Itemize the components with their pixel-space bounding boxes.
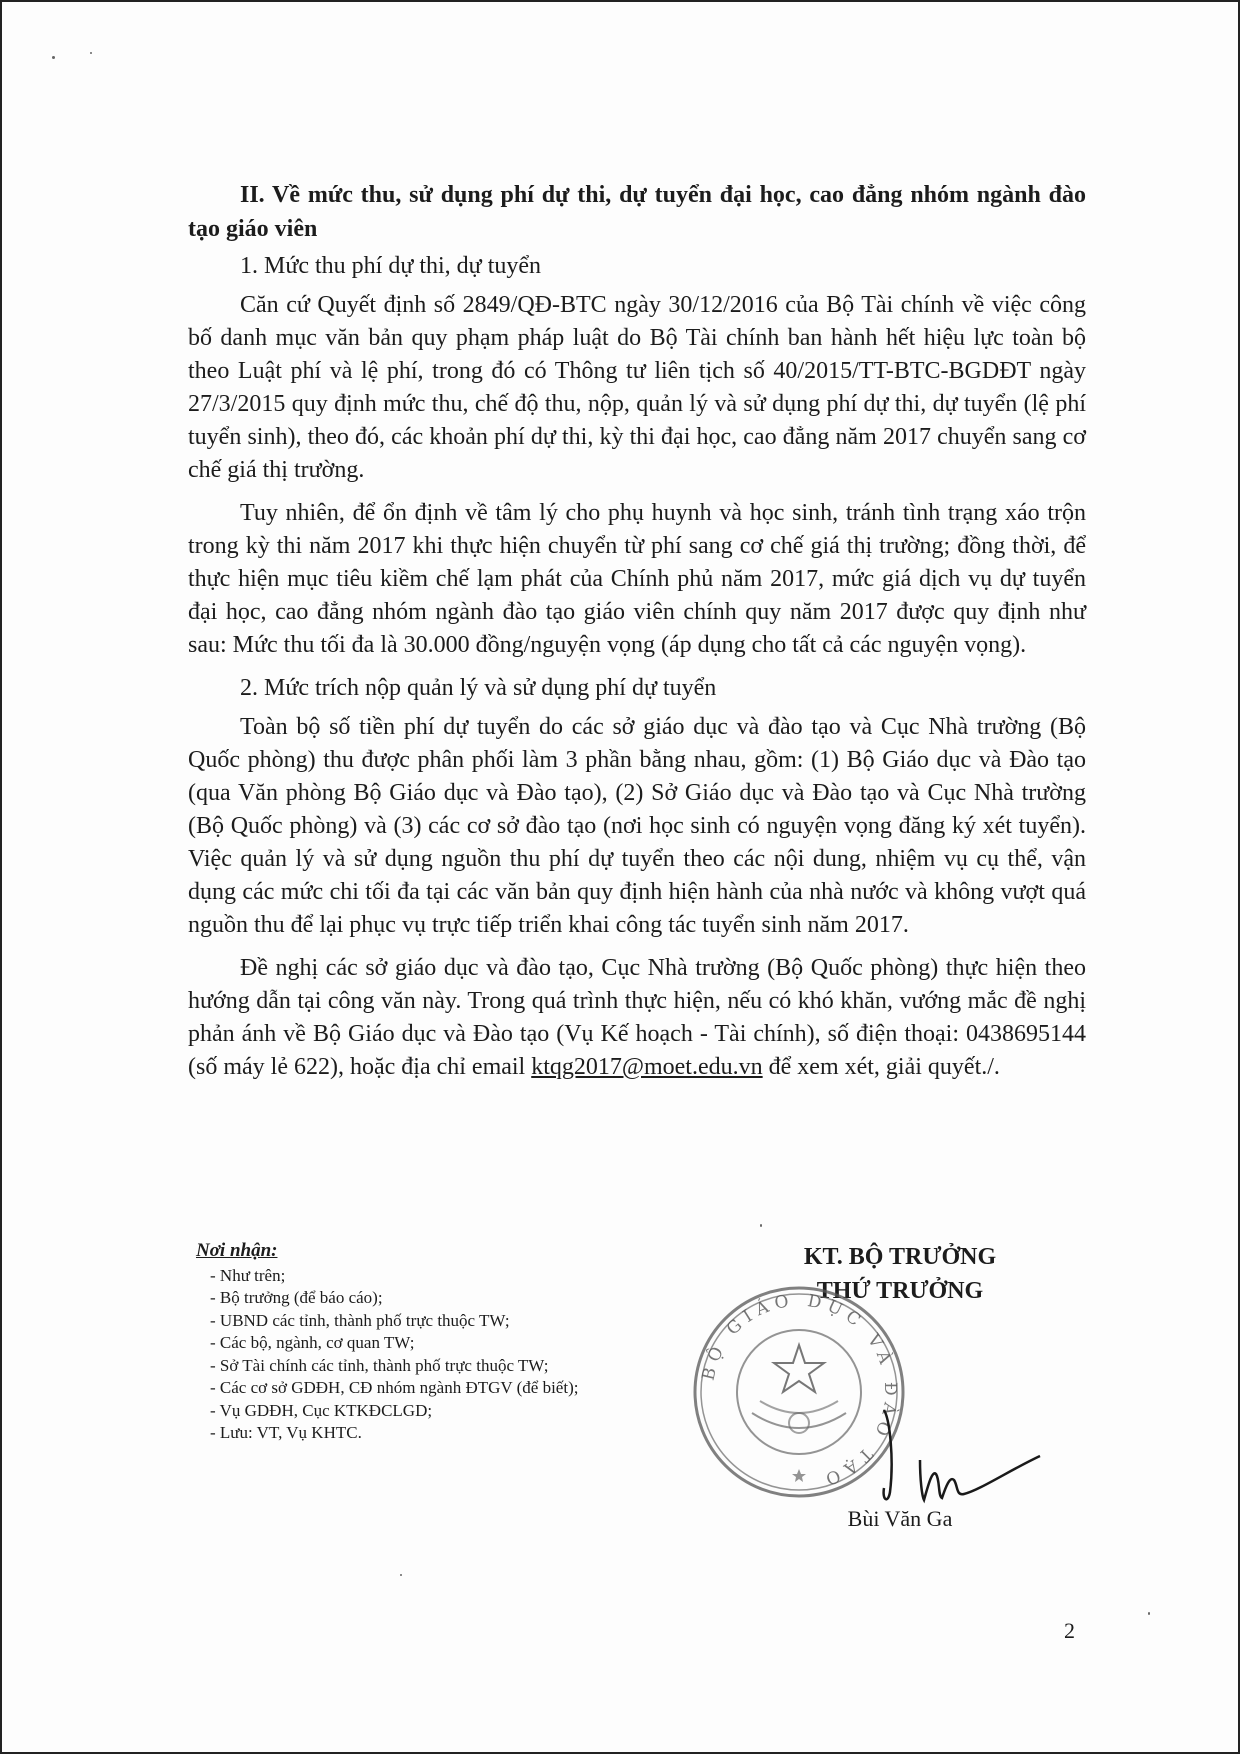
- recipient-item: - Bộ trưởng (để báo cáo);: [210, 1288, 383, 1307]
- signer-role-deputy: THỨ TRƯỞNG: [816, 1278, 984, 1304]
- paragraph-4: [188, 952, 1086, 1084]
- paragraph-3: Toàn bộ số tiền phí dự tuyển do các sở giáo dục và đào tạo và Cục Nhà trường (Bộ Quốc phòng) thu được phân phối làm 3 phần bằng nhau, gồm: (1) Bộ Giáo dục và Đào tạo (qua Văn phòng Bộ Giáo dục và Đào tạo), (2) Sở Giáo dục và Đào tạo và Cục Nhà trường (Bộ Quốc phòng) và (3) các cơ sở đào tạo (nơi học sinh có nguyện vọng đăng ký xét tuyển). Việc quản lý và sử dụng nguồn thu phí dự tuyển theo các nội dung, nhiệm vụ cụ thể, vận dụng các mức chi tối đa tại các văn bản quy định hiện hành của nhà nước và không vượt quá nguồn thu để lại phục vụ trực tiếp triển khai công tác tuyển sinh năm 2017.: [188, 714, 1086, 938]
- recipient-item: - Lưu: VT, Vụ KHTC.: [210, 1423, 362, 1442]
- official-seal-icon: [690, 1283, 908, 1501]
- email-link[interactable]: ktqg2017@moet.edu.vn: [531, 1054, 763, 1080]
- recipient-item: - Các cơ sở GDĐH, CĐ nhóm ngành ĐTGV (để biết);: [210, 1378, 579, 1397]
- scan-speck: [1148, 1612, 1150, 1615]
- scan-speck: [760, 1224, 762, 1227]
- recipients-block: [196, 1240, 696, 1445]
- paragraph-4-text: Đề nghị các sở giáo dục và đào tạo, Cục Nhà trường (Bộ Quốc phòng) thực hiện theo hướng dẫn tại công văn này. Trong quá trình thực hiện, nếu có khó khăn, vướng mắc đề nghị phản ánh về Bộ Giáo dục và Đào tạo (Vụ Kế hoạch - Tài chính), số điện thoại: 0438695144 (số máy lẻ 622), hoặc địa chỉ email: [188, 955, 1086, 1080]
- handwritten-signature-icon: [880, 1400, 1050, 1510]
- page-number: 2: [1064, 1618, 1075, 1643]
- subsection-2-title: 2. Mức trích nộp quản lý và sử dụng phí dự tuyển: [240, 675, 717, 701]
- recipients-list: [196, 1265, 696, 1445]
- scan-speck: [400, 1574, 402, 1576]
- subsection-1-title: 1. Mức thu phí dự thi, dự tuyển: [240, 253, 542, 279]
- recipients-title: Nơi nhận:: [196, 1240, 278, 1261]
- paragraph-4-ending: để xem xét, giải quyết./.: [762, 1054, 1000, 1080]
- section-heading: II. Về mức thu, sử dụng phí dự thi, dự tuyển đại học, cao đẳng nhóm ngành đào tạo giáo viên: [188, 182, 1086, 242]
- scan-speck: [90, 52, 92, 54]
- recipient-item: - Như trên;: [210, 1265, 286, 1285]
- scan-speck: [52, 56, 55, 59]
- recipient-item: - Các bộ, ngành, cơ quan TW;: [210, 1333, 415, 1352]
- document-body: [188, 178, 1086, 1094]
- signer-name: Bùi Văn Ga: [847, 1506, 953, 1531]
- recipient-item: - UBND các tỉnh, thành phố trực thuộc TW;: [210, 1310, 510, 1330]
- recipient-item: - Vụ GDĐH, Cục KTKĐCLGD;: [210, 1400, 433, 1420]
- seal-text: BỘ GIÁO DỤC VÀ ĐÀO TẠO: [698, 1290, 901, 1491]
- paragraph-2: Tuy nhiên, để ổn định về tâm lý cho phụ huynh và học sinh, tránh tình trạng xáo trộn trong kỳ thi năm 2017 khi thực hiện chuyển từ phí sang cơ chế giá thị trường; đồng thời, để thực hiện mục tiêu kiềm chế lạm phát của Chính phủ năm 2017, mức giá dịch vụ dự tuyển đại học, cao đẳng nhóm ngành đào tạo giáo viên chính quy năm 2017 được quy định như sau: Mức thu tối đa là 30.000 đồng/nguyện vọng (áp dụng cho tất cả các nguyện vọng).: [188, 500, 1086, 658]
- signer-role-minister: KT. BỘ TRƯỞNG: [803, 1244, 997, 1270]
- recipient-item: - Sở Tài chính các tỉnh, thành phố trực thuộc TW;: [210, 1355, 549, 1375]
- paragraph-1: Căn cứ Quyết định số 2849/QĐ-BTC ngày 30/12/2016 của Bộ Tài chính về việc công bố danh mục văn bản quy phạm pháp luật do Bộ Tài chính ban hành hết hiệu lực toàn bộ theo Luật phí và lệ phí, trong đó có Thông tư liên tịch số 40/2015/TT-BTC-BGDĐT ngày 27/3/2015 quy định mức thu, chế độ thu, nộp, quản lý và sử dụng phí dự thi, dự tuyển (lệ phí tuyển sinh), theo đó, các khoản phí dự thi, kỳ thi đại học, cao đẳng năm 2017 chuyển sang cơ chế giá thị trường.: [188, 292, 1086, 483]
